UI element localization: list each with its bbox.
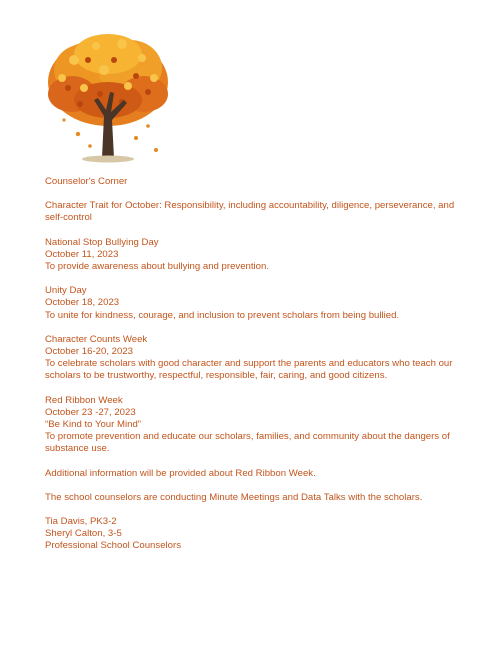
event-unity-day: [45, 285, 465, 322]
event-red-ribbon-week: [45, 395, 465, 456]
character-trait-block: [45, 200, 465, 224]
event-title: Red Ribbon Week: [45, 394, 123, 406]
autumn-tree-icon: [44, 30, 172, 164]
event-date: October 16-20, 2023: [45, 346, 134, 358]
event-title: National Stop Bullying Day: [45, 236, 159, 248]
event-date: October 11, 2023: [45, 248, 119, 260]
event-description: To provide awareness about bullying and prevention.: [45, 261, 270, 273]
event-date: October 23 -27, 2023: [45, 406, 136, 418]
event-character-counts-week: [45, 334, 465, 383]
newsletter-body: [45, 176, 465, 565]
event-title: Unity Day: [45, 285, 87, 297]
event-stop-bullying-day: [45, 237, 465, 274]
event-description: To celebrate scholars with good character and support the parents and educators who teach our scholars to be trustworthy, respectful, responsible, fair, caring, and good citizens.: [45, 358, 453, 382]
additional-info-block: [45, 468, 465, 480]
counselor-name: Sheryl Calton, 3-5: [45, 528, 122, 540]
minute-meetings-note: The school counselors are conducting Minute Meetings and Data Talks with the scholars.: [45, 491, 423, 503]
counselor-name: Tia Davis, PK3-2: [45, 516, 117, 528]
counselor-role: Professional School Counselors: [45, 540, 181, 552]
event-description: To promote prevention and educate our scholars, families, and community about the dangers of substance use.: [45, 431, 450, 455]
page-title: Counselor's Corner: [45, 176, 128, 187]
character-trait: Character Trait for October: Responsibility, including accountability, diligence, perseverance, and self-control: [45, 200, 455, 224]
event-title: Character Counts Week: [45, 333, 148, 345]
event-date: October 18, 2023: [45, 297, 120, 309]
minute-meetings-block: [45, 492, 465, 504]
event-tagline: “Be Kind to Your Mind”: [45, 419, 141, 431]
signature-block: [45, 516, 465, 553]
additional-info: Additional information will be provided about Red Ribbon Week.: [45, 467, 316, 479]
event-description: To unite for kindness, courage, and inclusion to prevent scholars from being bullied.: [45, 309, 400, 321]
heading-block: [45, 176, 465, 188]
